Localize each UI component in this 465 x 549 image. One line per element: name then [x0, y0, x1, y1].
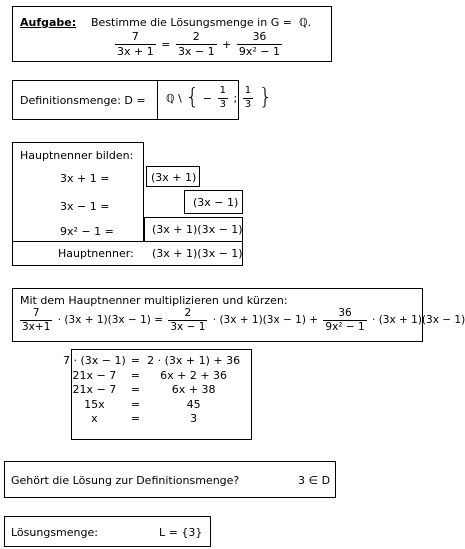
task-set-symbol: ℚ.: [299, 16, 312, 29]
domain-left-brace: {: [185, 85, 200, 110]
eq-equals: =: [161, 37, 171, 51]
lcd-row-1-expr: 3x + 1 =: [60, 172, 110, 185]
solve-row-4-eq: =: [130, 397, 141, 411]
lcd-factor-2-box: [184, 190, 243, 214]
task-instruction: Bestimme die Lösungsmenge in G =: [91, 16, 292, 29]
domain-f2-num: 1: [243, 86, 253, 99]
domain-separator: ;: [233, 91, 238, 105]
eq-plus: +: [222, 37, 232, 51]
solve-row: [63, 412, 242, 427]
lcd-factor-1-box: [146, 166, 200, 187]
lcd-row-3-expr: 9x² − 1 =: [60, 225, 114, 238]
task-label: Aufgabe:: [20, 16, 77, 29]
lcd-row-2-expr: 3x − 1 =: [60, 200, 110, 213]
domain-fraction-1: [218, 86, 228, 110]
eq-rhs2-fraction: [237, 31, 282, 57]
solution-box: [4, 516, 211, 547]
lcd-box: [12, 142, 144, 242]
mul-t1-den: 3x+1: [22, 321, 51, 334]
mul-term2-factor: · (3x + 1)(3x − 1) +: [212, 314, 319, 327]
mul-term3-fraction: [323, 308, 366, 333]
domain-set-expression: [166, 86, 273, 110]
solve-row-3-left: 21x − 7: [72, 383, 117, 397]
multiply-equation: [18, 308, 465, 333]
domain-f1-den: 3: [219, 98, 226, 110]
lcd-result-box: [12, 241, 243, 266]
solve-box: [63, 349, 252, 440]
mul-t3-den: 9x² − 1: [325, 321, 365, 334]
eq-lhs-num: 7: [115, 31, 156, 45]
domain-right-brace: }: [258, 85, 273, 110]
multiply-box: [12, 288, 465, 342]
check-box: [4, 461, 336, 498]
multiply-title: Mit dem Hauptnenner multiplizieren und kürzen:: [20, 294, 288, 307]
solve-row: [63, 398, 242, 413]
domain-set-box: [157, 80, 273, 120]
solve-row: [63, 354, 242, 369]
task-box: [12, 6, 332, 62]
solve-row-3-right: 6x + 38: [171, 383, 216, 397]
solve-row: [63, 383, 242, 398]
mul-term3-factor: · (3x + 1)(3x − 1): [372, 314, 465, 327]
mul-term2-fraction: [168, 308, 207, 333]
solve-row-4-left: 15x: [84, 397, 105, 411]
lcd-factor-3: (3x + 1)(3x − 1): [152, 223, 243, 236]
eq-lhs-den: 3x + 1: [117, 44, 154, 58]
solve-row-1-eq: =: [130, 354, 141, 367]
eq-rhs1-num: 2: [176, 31, 217, 45]
check-question: Gehört die Lösung zur Definitionsmenge?: [11, 474, 240, 487]
task-equation: [113, 31, 284, 57]
solve-row-2-right: 6x + 2 + 36: [160, 368, 228, 382]
solution-value: L = {3}: [159, 526, 203, 539]
solve-row-3-eq: =: [130, 383, 141, 397]
mul-term1-fraction: [20, 308, 52, 333]
solve-row-4-right: 45: [186, 397, 201, 411]
eq-rhs2-den: 9x² − 1: [238, 44, 281, 58]
solution-label: Lösungsmenge:: [11, 526, 98, 539]
solve-row-5-right: 3: [190, 412, 198, 426]
check-answer: 3 ∈ D: [298, 474, 331, 487]
lcd-factor-3-box: [144, 217, 243, 242]
mul-term1-factor: · (3x + 1)(3x − 1) =: [57, 314, 164, 327]
mul-t2-den: 3x − 1: [170, 321, 206, 334]
lcd-title: Hauptnenner bilden:: [20, 149, 134, 162]
domain-label-box: [12, 80, 158, 120]
solve-row-1-left: 7 · (3x − 1): [63, 354, 126, 367]
lcd-result-value: (3x + 1)(3x − 1): [152, 247, 243, 260]
domain-f2-den: 3: [244, 98, 252, 110]
solve-table: [63, 354, 242, 427]
mul-t2-num: 2: [168, 308, 207, 321]
lcd-factor-2: (3x − 1): [193, 196, 239, 209]
mul-t3-num: 36: [323, 308, 366, 321]
solve-row: [63, 369, 242, 384]
eq-rhs2-num: 36: [237, 31, 282, 45]
eq-rhs1-den: 3x − 1: [177, 44, 215, 58]
lcd-factor-1: (3x + 1): [151, 171, 197, 184]
solve-row-2-left: 21x − 7: [72, 368, 117, 382]
domain-minus: −: [202, 91, 213, 105]
domain-f1-num: 1: [218, 86, 228, 99]
mul-t1-num: 7: [20, 308, 52, 321]
domain-label: Definitionsmenge: D =: [20, 94, 146, 107]
domain-fraction-2: [243, 86, 253, 110]
eq-lhs-fraction: [115, 31, 156, 57]
solve-row-2-eq: =: [130, 368, 141, 382]
domain-rationals: ℚ \: [166, 91, 182, 105]
solve-row-5-eq: =: [130, 412, 141, 426]
solve-row-1-right: 2 · (3x + 1) + 36: [147, 354, 241, 367]
eq-rhs1-fraction: [176, 31, 217, 57]
lcd-result-label: Hauptnenner:: [58, 247, 134, 260]
solve-row-5-left: x: [91, 412, 98, 426]
